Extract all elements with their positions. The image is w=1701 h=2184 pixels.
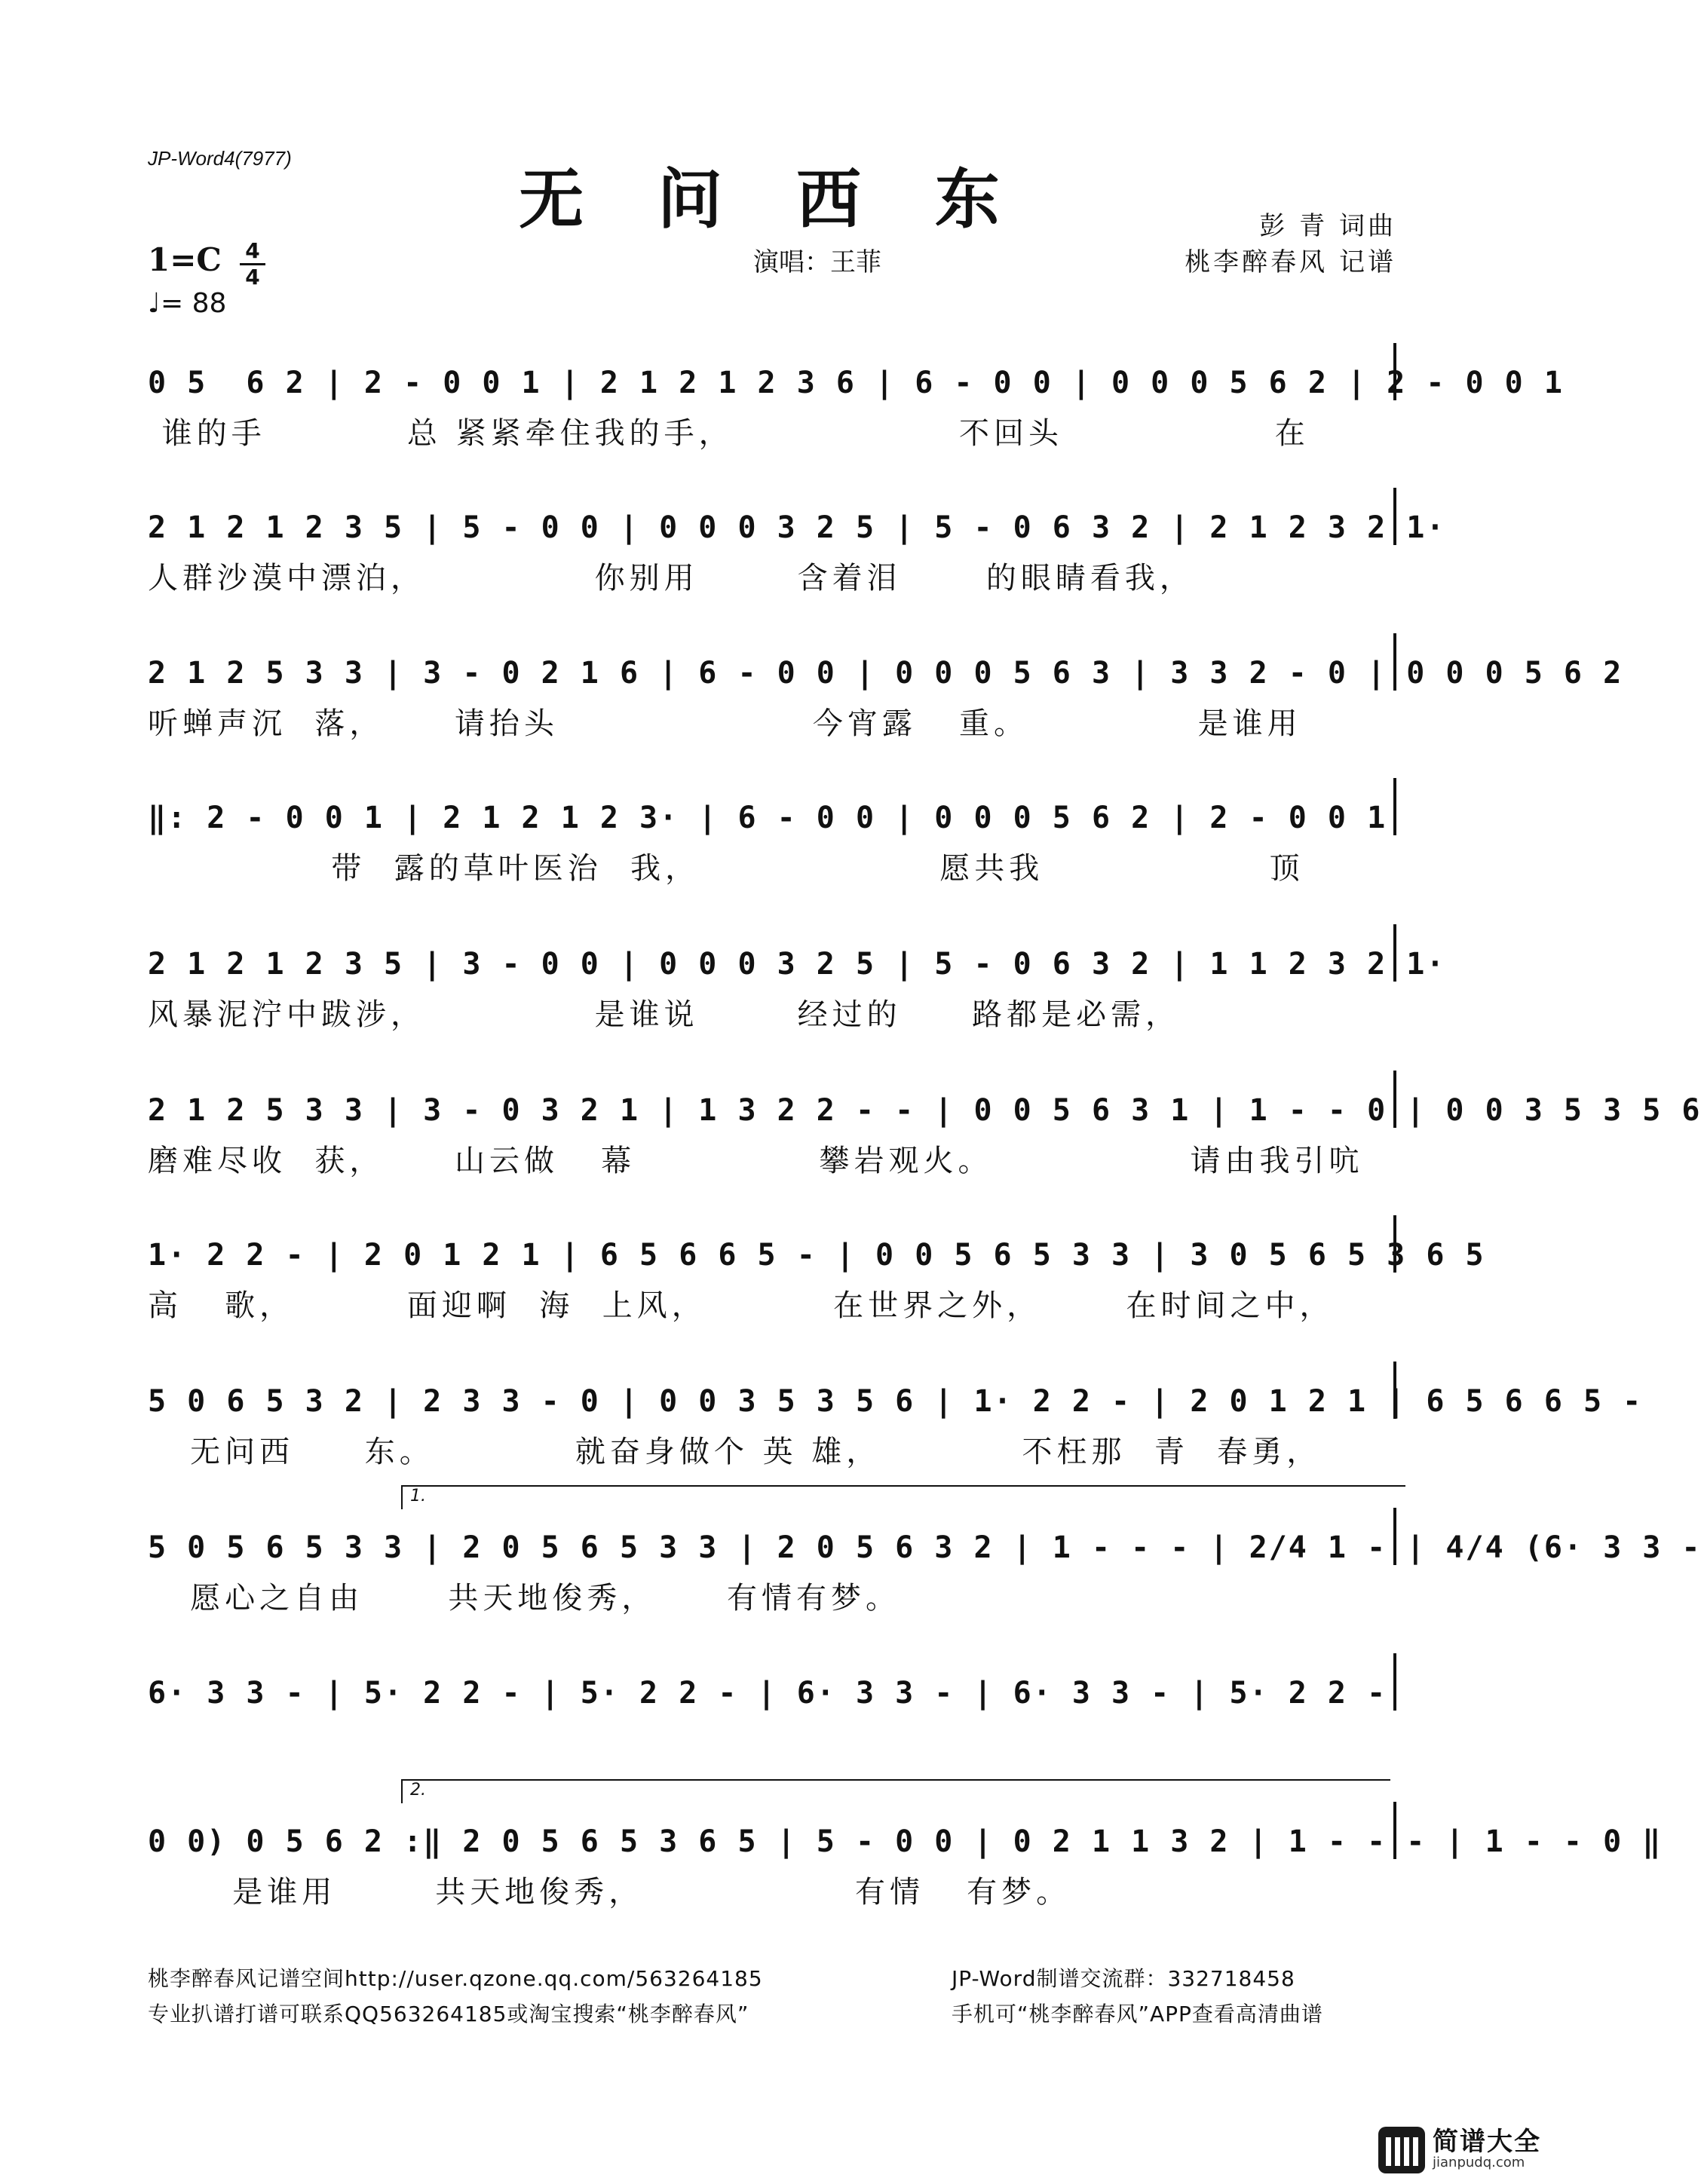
lyrics-line: 风暴泥泞中跋涉， 是谁说 经过的 路都是必需， [148,997,1181,1032]
score-system-4 [148,778,1396,921]
lyrics-line: 磨难尽收 获， 山云做 幕 攀岩观火。 请由我引吭 [148,1144,1364,1178]
lyrics-line: 高 歌， 面迎啊 海 上风， 在世界之外， 在时间之中， [148,1288,1335,1323]
score-system-8 [148,1362,1643,1505]
notation-line: 5 0 6 5 3 2 | 2 3 3 - 0 | 0 0 3 5 3 5 6 | 1· 2 2 - | 2 0 1 2 1 | 6 5 6 6 5 - [148,1362,1396,1419]
footer-qzone-link[interactable]: 桃李醉春风记谱空间http://user.qzone.qq.com/563264185 [148,1966,763,1991]
lyrics-line: 谁的手 总 紧紧牵住我的手， 不回头 在 [148,416,1310,451]
tempo-marking: ♩= 88 [148,288,227,319]
score-system-1 [148,343,1564,486]
notation-line: 0 5 6 2 | 2 - 0 0 1 | 2 1 2 1 2 3 6 | 6 - 0 0 | 0 0 0 5 6 2 | 2 - 0 0 1 [148,343,1396,400]
score-system-10 [148,1653,1396,1797]
notation-line: 2 1 2 1 2 3 5 | 5 - 0 0 | 0 0 0 3 2 5 | 5 - 0 6 3 2 | 2 1 2 3 2 1· [148,488,1396,545]
score-system-6 [148,1071,1701,1214]
footer-app: 手机可“桃李醉春风”APP查看高清曲谱 [952,2002,1323,2026]
score-system-5 [148,924,1446,1067]
notation-line: 2 1 2 5 3 3 | 3 - 0 2 1 6 | 6 - 0 0 | 0 0 0 5 6 3 | 3 3 2 - 0 | 0 0 0 5 6 2 [148,633,1396,691]
time-signature-bottom: 4 [245,265,260,289]
logo-name: 简谱大全 [1433,2127,1541,2158]
software-label: JP-Word4(7977) [148,147,292,170]
key-signature: 1=C [148,241,222,278]
lyrics-line: 人群沙漠中漂泊， 你别用 含着泪 的眼睛看我， [148,561,1194,596]
notation-line: 6· 3 3 - | 5· 2 2 - | 5· 2 2 - | 6· 3 3 - | 6· 3 3 - | 5· 2 2 - [148,1653,1396,1711]
second-ending-bracket: 2. [401,1779,1390,1803]
score-system-7 [148,1215,1485,1358]
notation-line: 5 0 5 6 5 3 3 | 2 0 5 6 5 3 3 | 2 0 5 6 3 2 | 1 - - - | 2/4 1 - | 4/4 (6· 3 3 - [148,1508,1396,1565]
transcriber-credit: 桃李醉春风 记谱 [1185,247,1396,277]
notation-line: ‖: 2 - 0 0 1 | 2 1 2 1 2 3· | 6 - 0 0 | 0 0 0 5 6 2 | 2 - 0 0 1 [148,778,1396,835]
notation-line: 2 1 2 1 2 3 5 | 3 - 0 0 | 0 0 0 3 2 5 | 5 - 0 6 3 2 | 1 1 2 3 2 1· [148,924,1396,982]
notation-line: 0 0) 0 5 6 2 :‖ 2 0 5 6 5 3 6 5 | 5 - 0 0 | 0 2 1 1 3 2 | 1 - - - | 1 - - 0 ‖ [148,1802,1396,1859]
lyrics-line: 是谁用 共天地俊秀， 有情 有梦。 [148,1875,1071,1910]
song-title: 无 问 西 东 [519,161,1025,237]
lyrics-line: 带 露的草叶医治 我， 愿共我 顶 [148,851,1304,886]
lyrics-line: 愿心之自由 共天地俊秀， 有情有梦。 [148,1581,901,1616]
lyrics-line: 听蝉声沉 落， 请抬头 今宵露 重。 是谁用 [148,706,1302,741]
footer-group: JP-Word制谱交流群：332718458 [952,1966,1295,1991]
score-system-2 [148,488,1446,631]
composer-credit: 彭 青 词曲 [1259,211,1396,241]
time-signature-top: 4 [245,238,260,263]
lyrics-line: 无问西 东。 就奋身做个 英 雄， 不枉那 青 春勇， [148,1435,1322,1469]
score-system-3 [148,633,1623,776]
piano-icon [1378,2127,1425,2173]
notation-line: 1· 2 2 - | 2 0 1 2 1 | 6 5 6 6 5 - | 0 0 5 6 5 3 3 | 3 0 5 6 5 3 6 5 [148,1215,1396,1273]
first-ending-bracket: 1. [401,1485,1405,1509]
notation-line: 2 1 2 5 3 3 | 3 - 0 3 2 1 | 1 3 2 2 - - | 0 0 5 6 3 1 | 1 - - 0 | 0 0 3 5 3 5 6 [148,1071,1396,1128]
score-system-11 [148,1781,1663,1945]
site-logo[interactable] [1378,2115,1544,2184]
singer-credit: 演唱：王菲 [753,247,881,277]
score-system-9 [148,1487,1701,1651]
logo-url: jianpudq.com [1433,2154,1525,2170]
footer-contact: 专业扒谱打谱可联系QQ563264185或淘宝搜索“桃李醉春风” [148,2002,749,2026]
